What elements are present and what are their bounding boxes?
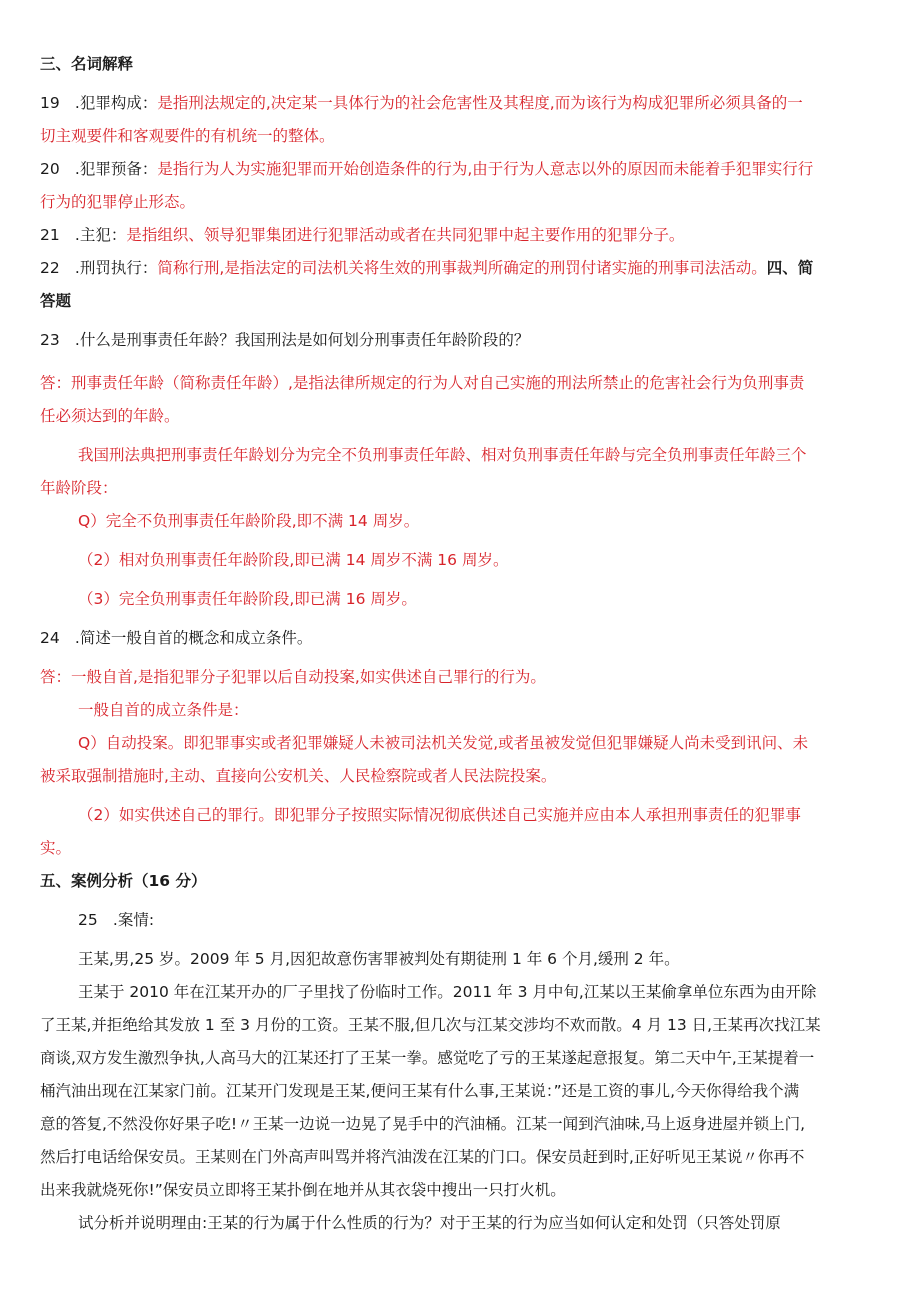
q25-paragraph-1: 王某,男,25 岁。2009 年 5 月,因犯故意伤害罪被判处有期徒刑 1 年 6 个月,缓刑 2 年。 [78,950,680,968]
q23-number: 23 [40,331,60,349]
q24-answer-a: 答：一般自首,是指犯罪分子犯罪以后自动投案,如实供述自己罪行的行为。 [40,668,546,686]
q20-number: 20 [40,160,60,178]
q25-p2-line-1: 王某于 2010 年在江某开办的厂子里找了份临时工作。2011 年 3 月中旬,江某以王某偷拿单位东西为由开除 [78,983,817,1001]
q25-p2-line-2: 了王某,并拒绝给其发放 1 至 3 月份的工资。王某不服,但几次与江某交涉均不欢而散。4 月 13 日,王某再次找江某 [40,1016,821,1034]
q22-term: .刑罚执行： [70,259,158,277]
q25-p2-line-3: 商谈,双方发生激烈争执,人高马大的江某还打了王某一拳。感觉吃了亏的王某遂起意报复。第二天中午,王某提着一 [40,1049,815,1067]
q20-term: .犯罪预备： [70,160,158,178]
q19-term: .犯罪构成： [70,94,158,112]
q25-paragraph-3: 试分析并说明理由:王某的行为属于什么性质的行为？对于王某的行为应当如何认定和处罚（只答处罚原 [78,1214,781,1232]
section-title-short-answer-b: 答题 [40,292,72,310]
section-title-case: 五、案例分析（16 分） [40,872,207,890]
q23-question: .什么是刑事责任年龄？我国刑法是如何划分刑事责任年龄阶段的？ [70,331,530,349]
q19-line1 [40,87,882,120]
q19-definition-a: 是指刑法规定的,决定某一具体行为的社会危害性及其程度,而为该行为构成犯罪所必须具备的一 [157,94,803,112]
q24-number: 24 [40,629,60,647]
q25-number: 25 [78,911,98,929]
q25-label: .案情: [108,911,155,929]
q19-definition-b: 切主观要件和客观要件的有机统一的整体。 [40,127,335,145]
q21-number: 21 [40,226,60,244]
q23-item-2: （2）相对负刑事责任年龄阶段,即已满 14 周岁不满 16 周岁。 [78,551,509,569]
q23-answer-c: 我国刑法典把刑事责任年龄划分为完全不负刑事责任年龄、相对负刑事责任年龄与完全负刑事责任年龄三个 [78,446,807,464]
q24-question: .简述一般自首的概念和成立条件。 [70,629,313,647]
q22-line [40,252,882,285]
q20-line1 [40,153,882,186]
document-page [40,48,882,1240]
q23-question-line [40,324,882,357]
q22-definition: 简称行刑,是指法定的司法机关将生效的刑事裁判所确定的刑罚付诸实施的刑事司法活动。 [157,259,767,277]
q23-answer-b: 任必须达到的年龄。 [40,407,180,425]
q24-item-1a: Q）自动投案。即犯罪事实或者犯罪嫌疑人未被司法机关发觉,或者虽被发觉但犯罪嫌疑人尚未受到讯问、未 [78,734,809,752]
section-title-terms: 三、名词解释 [40,55,134,73]
q25-p2-line-6: 然后打电话给保安员。王某则在门外高声叫骂并将汽油泼在江某的门口。保安员赶到时,正好听见王某说〃你再不 [40,1148,805,1166]
q21-definition: 是指组织、领导犯罪集团进行犯罪活动或者在共同犯罪中起主要作用的犯罪分子。 [126,226,685,244]
q23-answer-d: 年龄阶段： [40,479,118,497]
q23-item-1: Q）完全不负刑事责任年龄阶段,即不满 14 周岁。 [78,512,420,530]
section-title-short-answer-a: 四、简 [766,259,814,277]
q22-number: 22 [40,259,60,277]
q24-item-2b: 实。 [40,839,72,857]
q24-answer-b: 一般自首的成立条件是： [78,701,249,719]
q21-term: .主犯： [70,226,127,244]
q21-line [40,219,882,252]
q24-item-2a: （2）如实供述自己的罪行。即犯罪分子按照实际情况彻底供述自己实施并应由本人承担刑事责任的犯罪事 [78,806,801,824]
q25-p2-line-7: 出来我就烧死你!”保安员立即将王某扑倒在地并从其衣袋中搜出一只打火机。 [40,1181,566,1199]
q23-answer-a: 答：刑事责任年龄（简称责任年龄）,是指法律所规定的行为人对自己实施的刑法所禁止的危害社会行为负刑事责 [40,374,805,392]
q24-question-line [40,622,882,655]
q19-number: 19 [40,94,60,112]
q24-item-1b: 被采取强制措施时,主动、直接向公安机关、人民检察院或者人民法院投案。 [40,767,557,785]
q23-item-3: （3）完全负刑事责任年龄阶段,即已满 16 周岁。 [78,590,417,608]
q25-p2-line-5: 意的答复,不然没你好果子吃!〃王某一边说一边晃了晃手中的汽油桶。江某一闻到汽油味,马上返身进屋并锁上门, [40,1115,805,1133]
q25-label-line [40,904,882,937]
q25-p2-line-4: 桶汽油出现在江某家门前。江某开门发现是王某,便问王某有什么事,王某说：”还是工资的事儿,今天你得给我个满 [40,1082,800,1100]
q20-definition-b: 行为的犯罪停止形态。 [40,193,196,211]
q20-definition-a: 是指行为人为实施犯罪而开始创造条件的行为,由于行为人意志以外的原因而未能着手犯罪实行行 [157,160,814,178]
